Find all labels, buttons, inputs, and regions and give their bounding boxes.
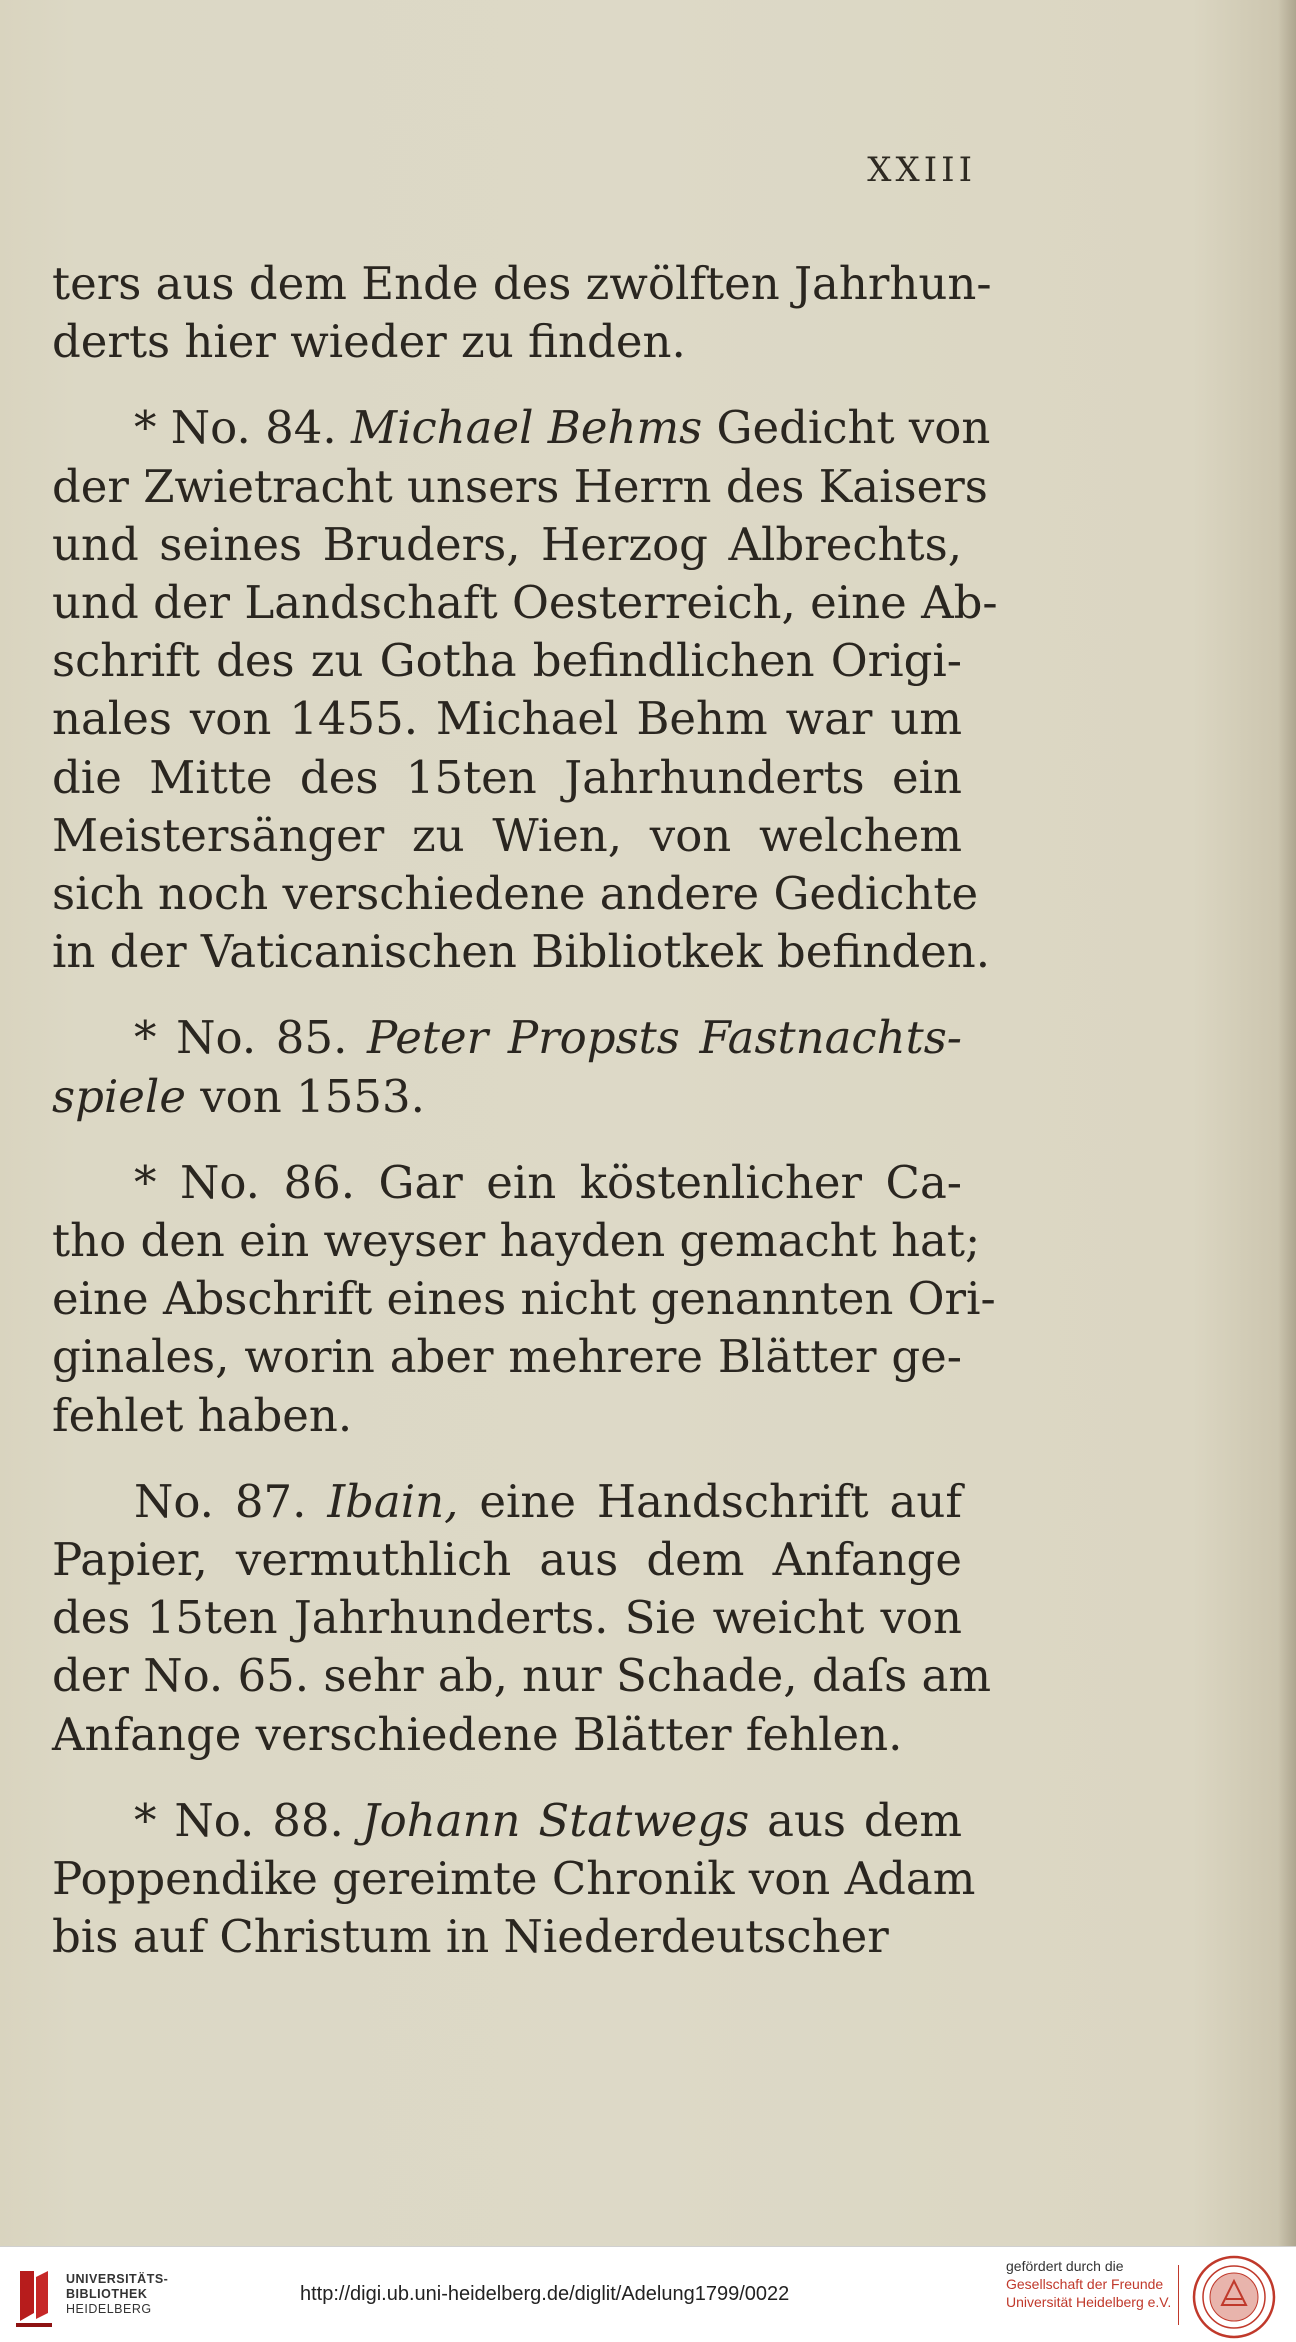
text-line: des 15ten Jahrhunderts. Sie weicht von <box>52 1591 962 1645</box>
italic-title: Peter Propsts Fastnachts- <box>367 1011 962 1065</box>
text-segment: eine Handschrift auf <box>458 1474 963 1528</box>
page-number: XXIII <box>867 150 976 190</box>
text-line <box>52 1009 962 1067</box>
funded-by-label: gefördert durch die <box>1006 2258 1124 2274</box>
text-body <box>52 255 998 1966</box>
entry-no86 <box>52 1154 996 1445</box>
text-line: und der Landschaft Oesterreich, eine Ab- <box>52 576 998 630</box>
text-segment: * No. 88. <box>134 1793 362 1847</box>
text-segment: von 1553. <box>185 1069 425 1123</box>
library-name-line3: HEIDELBERG <box>66 2302 152 2316</box>
library-name-line1: UNIVERSITÄTS- <box>66 2272 169 2286</box>
text-line: derts hier wieder zu finden. <box>52 315 686 369</box>
italic-title: Johann Statwegs <box>361 1793 750 1847</box>
text-line: ginales, worin aber mehrere Blätter ge- <box>52 1330 962 1384</box>
text-line: Meistersänger zu Wien, von welchem <box>52 808 962 862</box>
funding-credit <box>1006 2257 1176 2311</box>
text-segment: * No. 84. <box>134 401 351 455</box>
text-line: die Mitte des 15ten Jahrhunderts ein <box>52 750 962 804</box>
text-line: der No. 65. sehr ab, nur Schade, daſs am <box>52 1649 992 1703</box>
italic-title: Ibain, <box>327 1474 459 1528</box>
text-line: * No. 86. Gar ein köstenlicher Ca- <box>134 1155 962 1209</box>
library-name <box>66 2272 168 2317</box>
text-line <box>52 1068 962 1126</box>
entry-no85 <box>52 1009 962 1125</box>
entry-cont <box>52 255 992 371</box>
text-line: ters aus dem Ende des zwölften Jahrhun- <box>52 257 992 310</box>
text-line: der Zwietracht unsers Herrn des Kaisers <box>52 459 988 513</box>
text-segment: Gedicht von <box>702 401 991 455</box>
text-line: nales von 1455. Michael Behm war um <box>52 692 962 746</box>
text-line: eine Abschrift eines nicht genannten Ori- <box>52 1272 996 1326</box>
permalink-url[interactable]: http://digi.ub.uni-heidelberg.de/diglit/Adelung1799/0022 <box>300 2283 790 2305</box>
text-line: tho den ein weyser hayden gemacht hat; <box>52 1214 981 1268</box>
text-line: und seines Bruders, Herzog Albrechts, <box>52 517 962 571</box>
text-line: Poppendike gereimte Chronik von Adam <box>52 1852 976 1906</box>
text-line: Papier, vermuthlich aus dem Anfange <box>52 1533 962 1587</box>
italic-title: spiele <box>52 1069 186 1123</box>
text-line: in der Vaticanischen Bibliotkek befinden. <box>52 925 991 979</box>
university-library-logo-icon <box>14 2263 54 2329</box>
funder-name-line1: Gesellschaft der Freunde <box>1006 2276 1164 2292</box>
entry-no88 <box>52 1792 976 1967</box>
italic-title: Michael Behms <box>350 401 703 455</box>
text-segment: No. 87. <box>134 1474 328 1528</box>
text-segment: * No. 85. <box>134 1011 368 1065</box>
entry-no87 <box>52 1473 992 1764</box>
text-line: schrift des zu Gotha befindlichen Origi- <box>52 634 962 688</box>
text-line <box>52 1473 962 1531</box>
text-line: Anfange verschiedene Blätter fehlen. <box>52 1707 903 1761</box>
footer-divider <box>1178 2265 1179 2325</box>
text-line: fehlet haben. <box>52 1388 353 1442</box>
text-line: bis auf Christum in Niederdeutscher <box>52 1910 889 1964</box>
library-name-line2: BIBLIOTHEK <box>66 2287 148 2301</box>
text-line <box>52 399 991 457</box>
text-segment: aus dem <box>749 1793 962 1847</box>
text-line <box>52 1792 962 1850</box>
page-edge-shadow <box>1278 0 1296 2246</box>
text-line: sich noch verschiedene andere Gedichte <box>52 867 979 921</box>
university-seal-icon <box>1192 2255 1276 2339</box>
entry-no84 <box>52 399 998 981</box>
funder-name-line2: Universität Heidelberg e.V. <box>1006 2294 1172 2310</box>
footer-bar <box>0 2246 1296 2342</box>
